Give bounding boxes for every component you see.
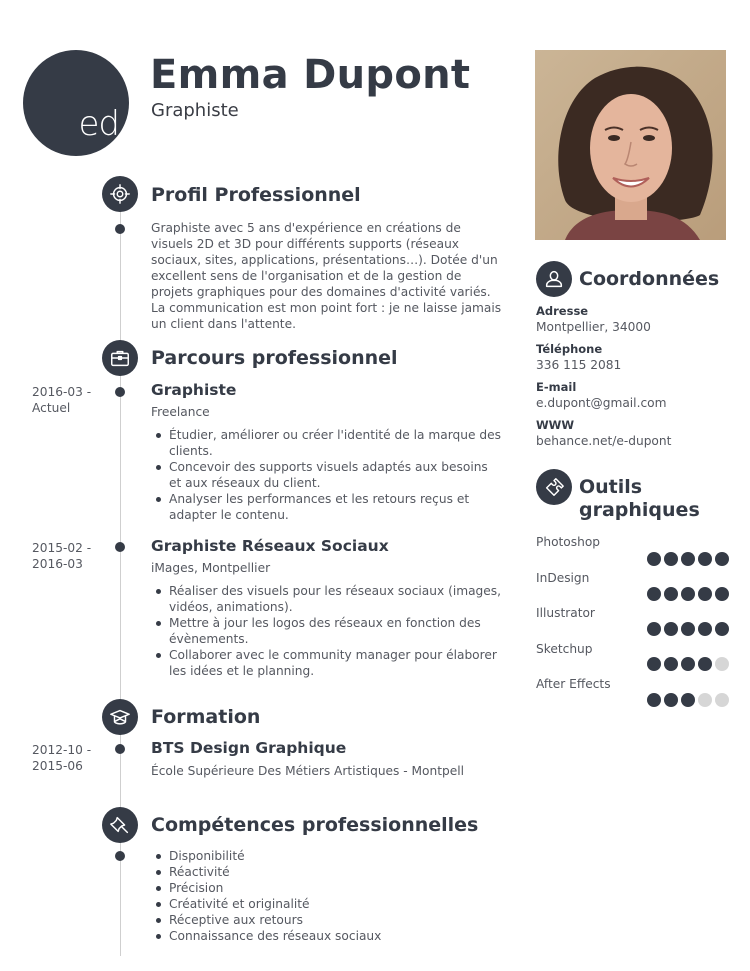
job-date-start: 2016-03 - xyxy=(32,385,92,399)
candidate-name: Emma Dupont xyxy=(150,52,471,98)
job-title: Graphiste xyxy=(151,381,237,399)
list-item: Précision xyxy=(151,880,491,896)
rating-dot-filled xyxy=(715,552,729,566)
contact-label-address: Adresse xyxy=(536,304,589,318)
job-title: Graphiste Réseaux Sociaux xyxy=(151,537,389,555)
job-company: Freelance xyxy=(151,405,210,419)
rating-dot-filled xyxy=(664,552,678,566)
list-item: Réceptive aux retours xyxy=(151,912,491,928)
job-date-end: Actuel xyxy=(32,401,71,415)
tool-rating xyxy=(647,657,729,671)
job-date-start: 2015-02 - xyxy=(32,541,92,555)
rating-dot-filled xyxy=(698,622,712,636)
monogram-avatar xyxy=(23,50,129,156)
timeline-dot xyxy=(115,542,125,552)
list-item: Créativité et originalité xyxy=(151,896,491,912)
rating-dot-filled xyxy=(681,587,695,601)
job-date xyxy=(32,540,91,572)
tool-rating xyxy=(647,622,729,636)
rating-dot-filled xyxy=(715,587,729,601)
monogram-initials: ed xyxy=(78,104,119,144)
tool-rating xyxy=(647,693,729,707)
list-item: Disponibilité xyxy=(151,848,491,864)
profile-photo xyxy=(535,50,726,240)
skills-list xyxy=(151,848,491,944)
contact-value-website[interactable]: behance.net/e-dupont xyxy=(536,434,672,448)
job-company: iMages, Montpellier xyxy=(151,561,271,575)
contact-value-address: Montpellier, 34000 xyxy=(536,320,651,334)
job-duties-list xyxy=(151,583,503,679)
degree-title: BTS Design Graphique xyxy=(151,739,347,757)
section-title-tools xyxy=(579,476,700,522)
job-date xyxy=(32,384,91,416)
rating-dot-filled xyxy=(681,657,695,671)
contact-value-email[interactable]: e.dupont@gmail.com xyxy=(536,396,667,410)
list-item: Analyser les performances et les retours reçus et adapter le contenu. xyxy=(151,491,503,523)
rating-dot-filled xyxy=(715,622,729,636)
education-date xyxy=(32,742,91,774)
education-date-end: 2015-06 xyxy=(32,759,83,773)
rating-dot-filled xyxy=(681,693,695,707)
tool-name: After Effects xyxy=(536,677,611,691)
rating-dot-filled xyxy=(698,657,712,671)
timeline-dot xyxy=(115,744,125,754)
section-title-experience: Parcours professionnel xyxy=(151,347,398,369)
rating-dot-empty xyxy=(715,657,729,671)
rating-dot-filled xyxy=(681,622,695,636)
rating-dot-filled xyxy=(647,552,661,566)
rating-dot-filled xyxy=(647,587,661,601)
list-item: Réactivité xyxy=(151,864,491,880)
contact-label-email: E-mail xyxy=(536,380,577,394)
list-item: Mettre à jour les logos des réseaux en fonction des évènements. xyxy=(151,615,503,647)
section-title-tools-line2: graphiques xyxy=(579,499,700,521)
briefcase-icon xyxy=(102,340,138,376)
section-title-education: Formation xyxy=(151,706,261,728)
section-title-tools-line1: Outils xyxy=(579,476,643,498)
tool-name: InDesign xyxy=(536,571,590,585)
contact-value-phone[interactable]: 336 115 2081 xyxy=(536,358,622,372)
rating-dot-filled xyxy=(647,657,661,671)
list-item: Étudier, améliorer ou créer l'identité de la marque des clients. xyxy=(151,427,503,459)
contact-label-phone: Téléphone xyxy=(536,342,603,356)
target-icon xyxy=(102,176,138,212)
rating-dot-filled xyxy=(698,587,712,601)
puzzle-piece-icon xyxy=(536,469,572,505)
tool-name: Illustrator xyxy=(536,606,595,620)
job-duties-list xyxy=(151,427,503,523)
tool-name: Photoshop xyxy=(536,535,601,549)
timeline-dot xyxy=(115,224,125,234)
tool-rating xyxy=(647,587,729,601)
rating-dot-filled xyxy=(647,622,661,636)
section-title-contact: Coordonnées xyxy=(579,268,720,290)
list-item: Connaissance des réseaux sociaux xyxy=(151,928,491,944)
rating-dot-empty xyxy=(698,693,712,707)
tool-name: Sketchup xyxy=(536,642,593,656)
tool-rating xyxy=(647,552,729,566)
rating-dot-filled xyxy=(664,693,678,707)
rating-dot-filled xyxy=(647,693,661,707)
education-date-start: 2012-10 - xyxy=(32,743,92,757)
timeline-dot xyxy=(115,851,125,861)
contact-label-website: WWW xyxy=(536,418,575,432)
pushpin-icon xyxy=(102,807,138,843)
rating-dot-filled xyxy=(664,587,678,601)
rating-dot-filled xyxy=(664,657,678,671)
list-item: Concevoir des supports visuels adaptés aux besoins et aux réseaux du client. xyxy=(151,459,503,491)
graduation-cap-icon xyxy=(102,699,138,735)
section-title-skills: Compétences professionnelles xyxy=(151,814,479,836)
list-item: Réaliser des visuels pour les réseaux sociaux (images, vidéos, animations). xyxy=(151,583,503,615)
job-date-end: 2016-03 xyxy=(32,557,83,571)
user-icon xyxy=(536,261,572,297)
rating-dot-filled xyxy=(698,552,712,566)
section-title-profile: Profil Professionnel xyxy=(151,184,361,206)
candidate-title: Graphiste xyxy=(151,100,239,121)
rating-dot-filled xyxy=(664,622,678,636)
list-item: Collaborer avec le community manager pour élaborer les idées et le planning. xyxy=(151,647,503,679)
profile-summary: Graphiste avec 5 ans d'expérience en créations de visuels 2D et 3D pour différents supports (réseaux sociaux, sites, applications, présentations…). Dotée d'un excellent sens de l'organisation et de la gestion de projets graphiques pour des domaines d'activité variés. La communication est mon point fort : je ne laisse jamais un client dans l'attente. xyxy=(151,221,502,331)
timeline-dot xyxy=(115,387,125,397)
school-name: École Supérieure Des Métiers Artistiques - Montpell xyxy=(151,764,465,778)
rating-dot-empty xyxy=(715,693,729,707)
rating-dot-filled xyxy=(681,552,695,566)
